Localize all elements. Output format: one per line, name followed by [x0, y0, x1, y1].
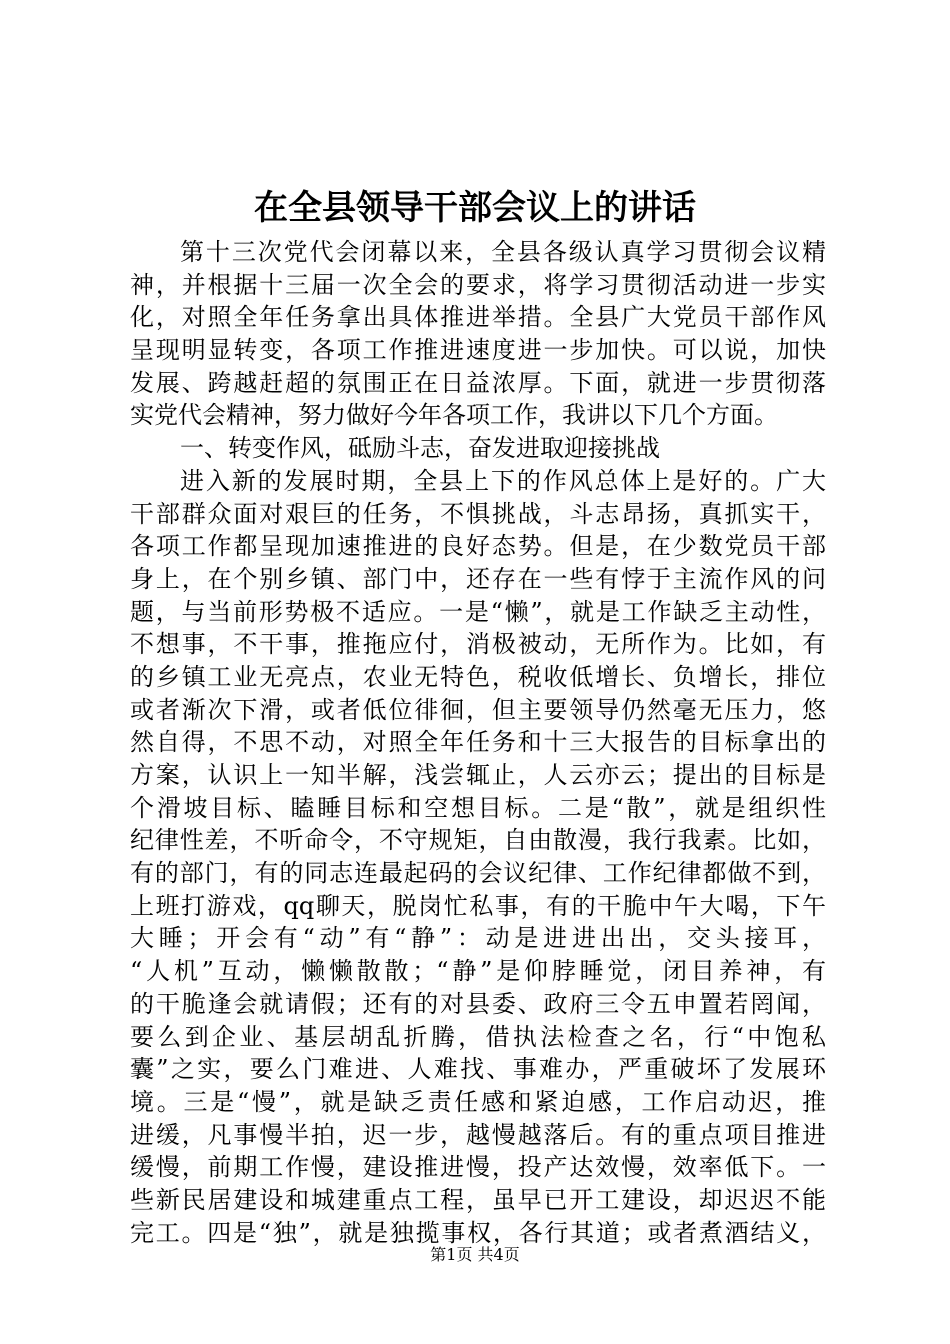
- body-text-line: 个滑坡目标、瞌睡目标和空想目标。二是“散”，就是组织性: [130, 793, 826, 822]
- body-text-line: 纪律性差，不听命令，不守规矩，自由散漫，我行我素。比如，: [130, 826, 826, 855]
- body-text-line: 大睡；开会有“动”有“静”：动是进进出出，交头接耳，: [130, 924, 826, 953]
- body-text-line: 不想事，不干事，推拖应付，消极被动，无所作为。比如，有: [130, 630, 826, 659]
- body-text-line: 的干脆逢会就请假；还有的对县委、政府三令五申置若罔闻，: [130, 989, 826, 1018]
- body-text-line: 身上，在个别乡镇、部门中，还存在一些有悖于主流作风的问: [130, 564, 826, 593]
- body-text-line: 实党代会精神，努力做好今年各项工作，我讲以下几个方面。: [130, 401, 778, 430]
- body-text-line: 有的部门，有的同志连最起码的会议纪律、工作纪律都做不到，: [130, 859, 826, 888]
- body-text-line: 囊”之实，要么门难进、人难找、事难办，严重破坏了发展环: [130, 1055, 826, 1084]
- body-text-line: 化，对照全年任务拿出具体推进举措。全县广大党员干部作风: [130, 303, 826, 332]
- document-title: 在全县领导干部会议上的讲话: [254, 188, 696, 228]
- body-text-line: 进缓，凡事慢半拍，迟一步，越慢越落后。有的重点项目推进: [130, 1120, 826, 1149]
- body-text-line: 或者渐次下滑，或者低位徘徊，但主要领导仍然毫无压力，悠: [130, 695, 826, 724]
- body-text-line: 题，与当前形势极不适应。一是“懒”，就是工作缺乏主动性，: [130, 597, 826, 626]
- body-text-line: 的乡镇工业无亮点，农业无特色，税收低增长、负增长，排位: [130, 662, 826, 691]
- document-body: [130, 236, 826, 1249]
- body-text-line: 方案，认识上一知半解，浅尝辄止，人云亦云；提出的目标是: [130, 761, 826, 789]
- body-text-line: 些新民居建设和城建重点工程，虽早已开工建设，却迟迟不能: [130, 1185, 826, 1214]
- body-text-line: 然自得，不思不动，对照全年任务和十三大报告的目标拿出的: [130, 728, 826, 757]
- body-text-line: 一、转变作风，砥励斗志，奋发进取迎接挑战: [180, 434, 660, 463]
- page-footer: 第1页 共4页: [430, 1245, 520, 1264]
- body-text-line: 发展、跨越赶超的氛围正在日益浓厚。下面，就进一步贯彻落: [130, 368, 826, 397]
- body-text-line: 境。三是“慢”，就是缺乏责任感和紧迫感，工作启动迟，推: [130, 1087, 826, 1116]
- body-text-line: “人机”互动，懒懒散散；“静”是仰脖睡觉，闭目养神，有: [130, 957, 826, 986]
- body-text-line: 要么到企业、基层胡乱折腾，借执法检查之名，行“中饱私: [130, 1022, 826, 1051]
- body-text-line: 神，并根据十三届一次全会的要求，将学习贯彻活动进一步实: [130, 270, 826, 299]
- body-text-line: 完工。四是“独”，就是独揽事权，各行其道；或者煮酒结义，: [130, 1218, 826, 1247]
- body-text-line: 各项工作都呈现加速推进的良好态势。但是，在少数党员干部: [130, 532, 826, 561]
- body-text-line: 上班打游戏，qq聊天，脱岗忙私事，有的干脆中午大喝，下午: [130, 891, 826, 920]
- body-text-line: 干部群众面对艰巨的任务，不惧挑战，斗志昂扬，真抓实干，: [130, 499, 826, 528]
- body-text-line: 缓慢，前期工作慢，建设推进慢，投产达效慢，效率低下。一: [130, 1153, 826, 1182]
- body-text-line: 进入新的发展时期，全县上下的作风总体上是好的。广大: [180, 466, 826, 495]
- body-text-line: 呈现明显转变，各项工作推进速度进一步加快。可以说，加快: [130, 336, 826, 365]
- body-text-line: 第十三次党代会闭幕以来，全县各级认真学习贯彻会议精: [180, 238, 826, 266]
